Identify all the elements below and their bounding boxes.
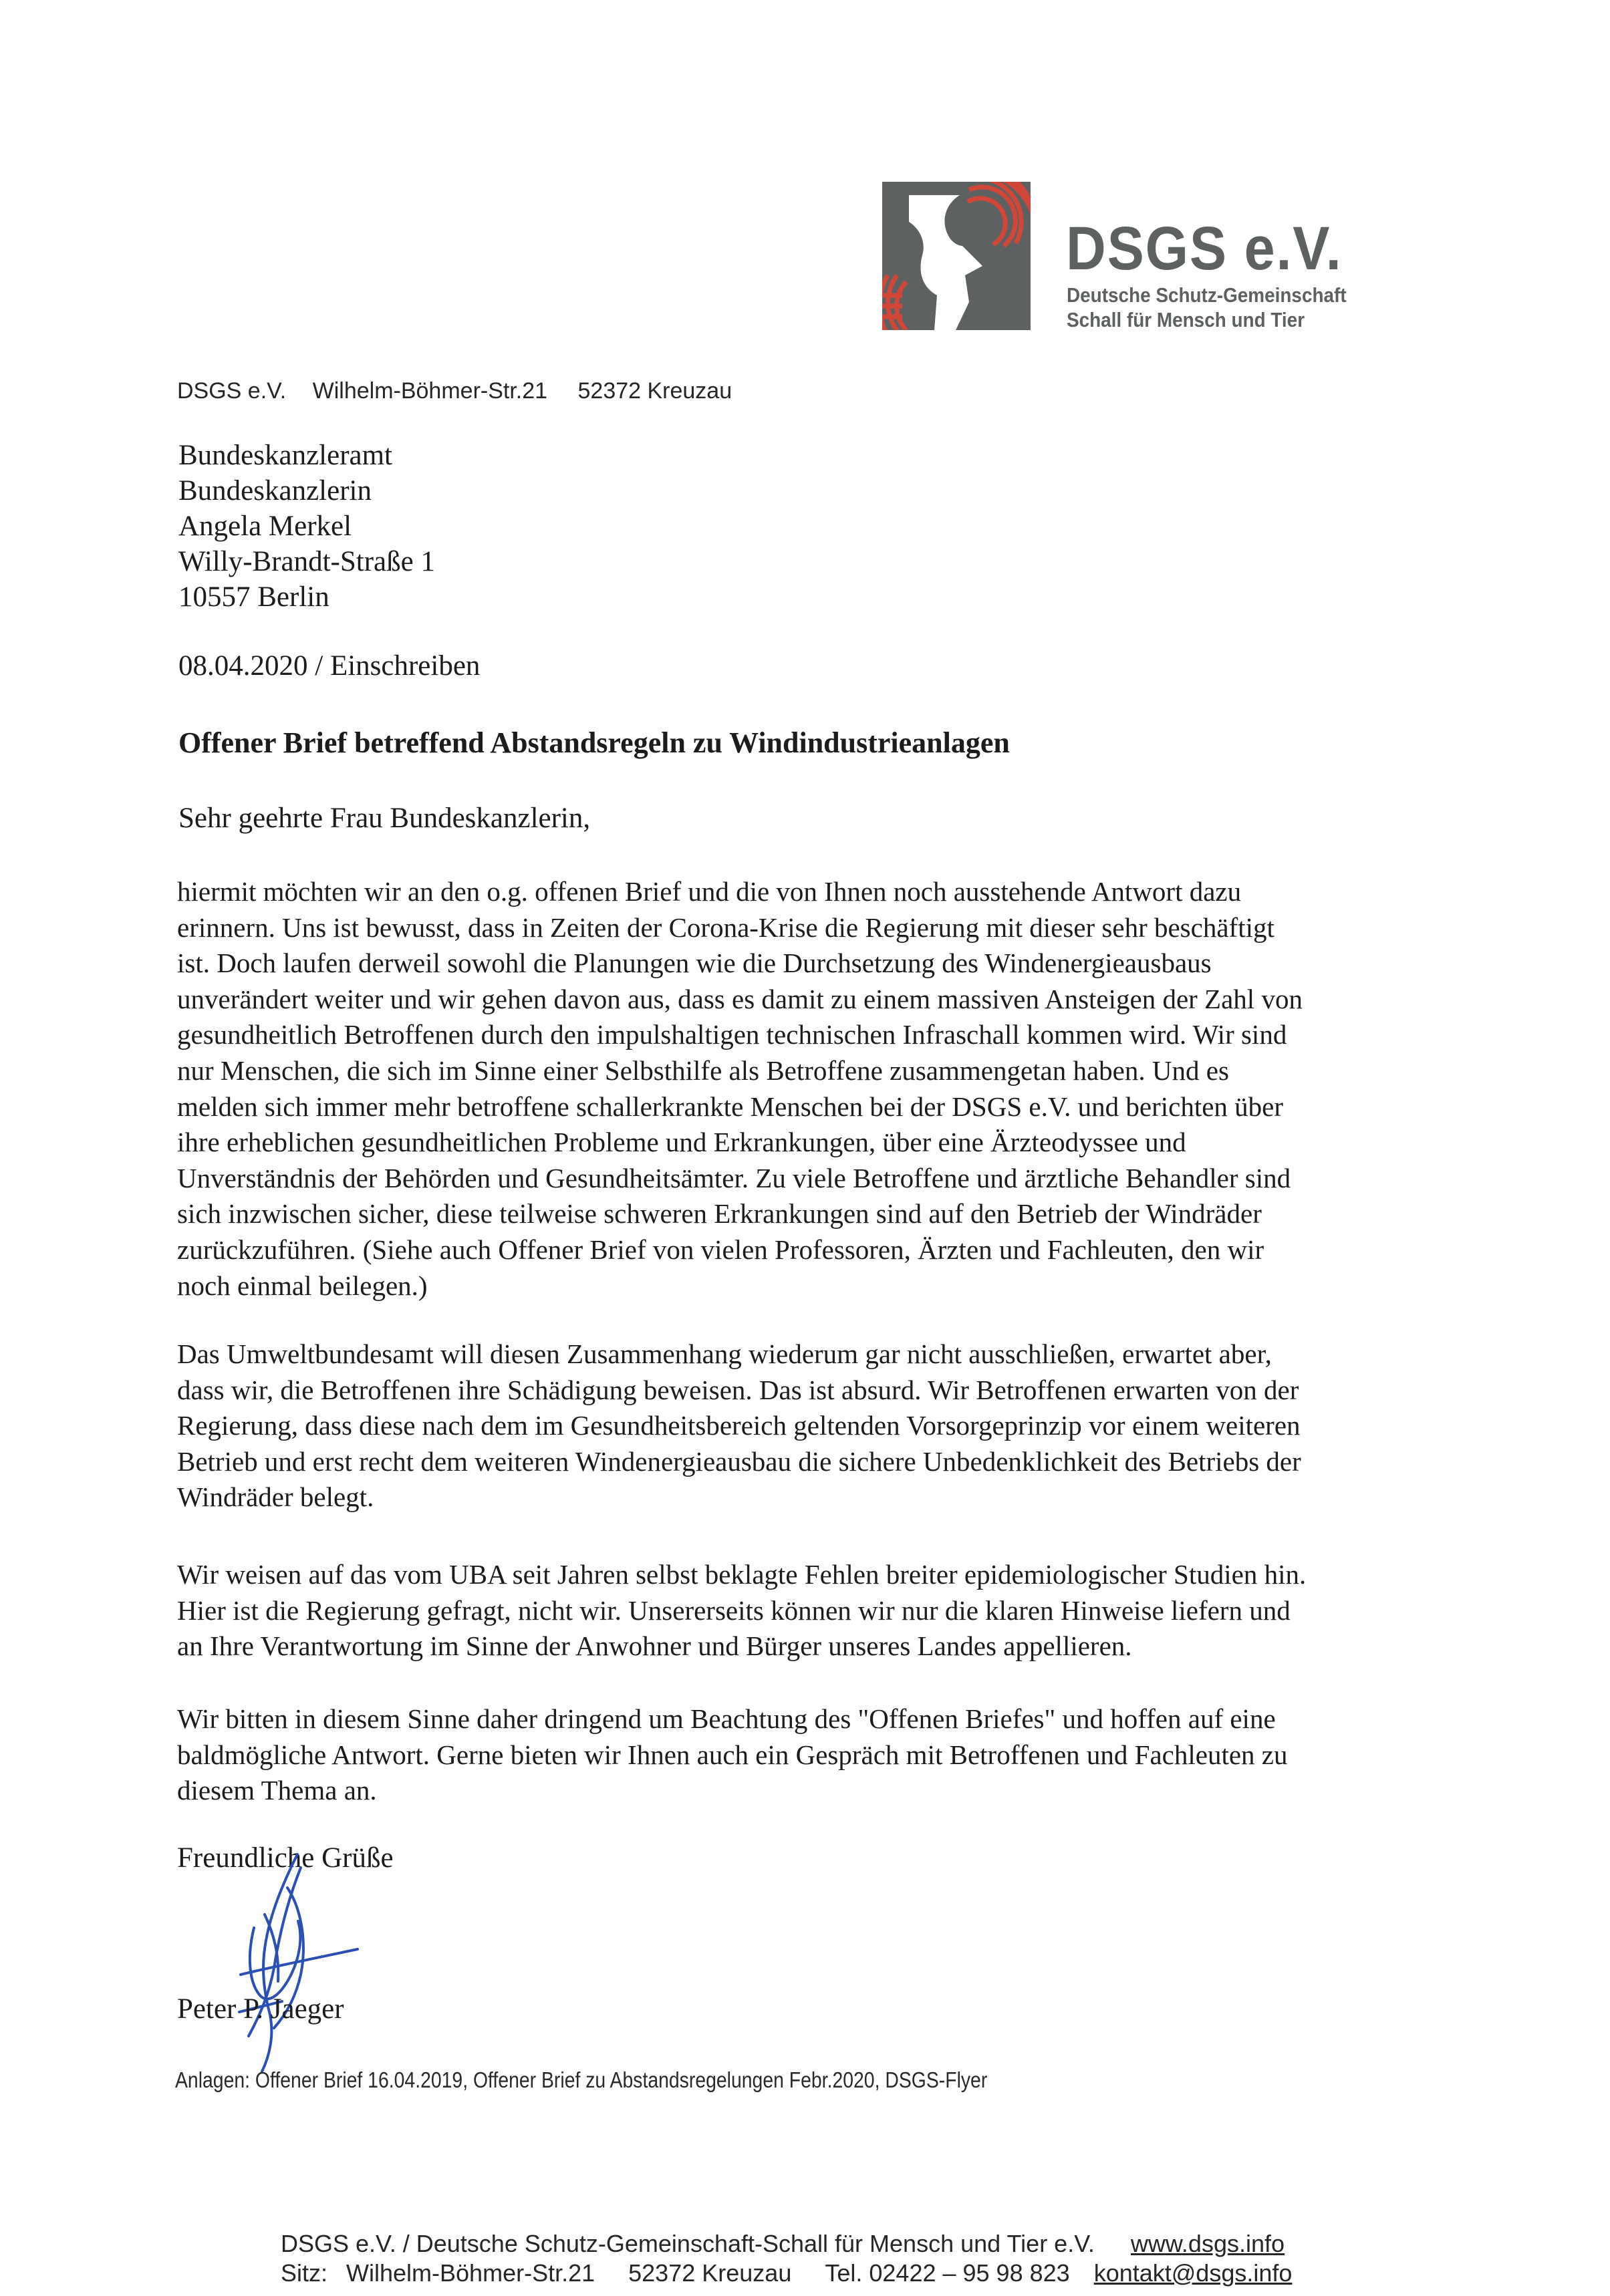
- logo-title: DSGS e.V.: [1066, 214, 1343, 283]
- logo-subtitle-line1: Deutsche Schutz-Gemeinschaft: [1067, 283, 1347, 307]
- dsgs-logo: [882, 182, 1417, 342]
- text-line: Hier ist die Regierung gefragt, nicht wir. Unsererseits können wir nur die klaren Hinweise liefern und: [177, 1594, 1291, 1626]
- text-line: Unverständnis der Behörden und Gesundheitsämter. Zu viele Betroffene und ärztliche Behandler sind: [177, 1162, 1291, 1193]
- footer-email-link[interactable]: kontakt@dsgs.info: [1093, 2259, 1293, 2287]
- text-line: gesundheitlich Betroffenen durch den impulshaltigen technischen Infraschall kommen wird. Wir sind: [177, 1019, 1287, 1050]
- footer-street: Wilhelm-Böhmer-Str.21: [346, 2259, 595, 2287]
- text-line: erinnern. Uns ist bewusst, dass in Zeiten der Corona-Krise die Regierung mit dieser sehr beschäftigt: [177, 911, 1274, 943]
- recipient-line: Willy-Brandt-Straße 1: [178, 546, 435, 577]
- footer-city: 52372 Kreuzau: [628, 2259, 792, 2287]
- closing: Freundliche Grüße: [177, 1842, 394, 1874]
- letter-subject: Offener Brief betreffend Abstandsregeln zu Windindustrieanlagen: [178, 726, 1010, 759]
- text-line: ist. Doch laufen derweil sowohl die Planungen wie die Durchsetzung des Windenergieausbaus: [177, 948, 1212, 979]
- sender-org: DSGS e.V.: [177, 378, 287, 404]
- footer-org: DSGS e.V. / Deutsche Schutz-Gemeinschaft-Schall für Mensch und Tier e.V.: [281, 2230, 1095, 2257]
- text-line: Regierung, dass diese nach dem im Gesundheitsbereich geltenden Vorsorgeprinzip vor einem weiteren: [177, 1410, 1301, 1441]
- body-paragraph-2: [177, 1336, 1447, 1516]
- date-line: 08.04.2020 / Einschreiben: [178, 650, 481, 682]
- text-line: sich inzwischen sicher, diese teilweise schweren Erkrankungen sind auf den Betrieb der Windräder: [177, 1198, 1262, 1230]
- footer-seat-label: Sitz:: [281, 2259, 328, 2287]
- footer-line-2: [281, 2259, 1292, 2287]
- body-paragraph-3: [177, 1557, 1447, 1665]
- recipient-line: Bundeskanzlerin: [178, 475, 372, 507]
- text-line: Windräder belegt.: [177, 1481, 374, 1513]
- text-line: unverändert weiter und wir gehen davon aus, dass es damit zu einem massiven Ansteigen der Zahl von: [177, 983, 1303, 1014]
- footer-line-1: [281, 2230, 1285, 2258]
- text-line: ihre erheblichen gesundheitlichen Probleme und Erkrankungen, über eine Ärzteodyssee und: [177, 1127, 1186, 1158]
- text-line: melden sich immer mehr betroffene schallerkrankte Menschen bei der DSGS e.V. und berichten über: [177, 1091, 1284, 1122]
- text-line: Wir weisen auf das vom UBA seit Jahren selbst beklagte Fehlen breiter epidemiologischer Studien hin.: [177, 1559, 1307, 1590]
- text-line: nur Menschen, die sich im Sinne einer Selbsthilfe als Betroffene zusammengetan haben. Und es: [177, 1054, 1229, 1086]
- recipient-line: Angela Merkel: [178, 511, 352, 542]
- text-line: Betrieb und erst recht dem weiteren Windenergieausbau die sichere Unbedenklichkeit des Betriebs der: [177, 1445, 1301, 1477]
- recipient-address: [178, 438, 435, 615]
- text-line: Wir bitten in diesem Sinne daher dringend um Beachtung des "Offenen Briefes" und hoffen auf eine: [177, 1703, 1276, 1734]
- footer-phone: Tel. 02422 – 95 98 823: [825, 2259, 1070, 2287]
- text-line: zurückzuführen. (Siehe auch Offener Brief von vielen Professoren, Ärzten und Fachleuten, den wir: [177, 1234, 1264, 1265]
- sender-city: 52372 Kreuzau: [577, 378, 732, 404]
- logo-subtitle-line2: Schall für Mensch und Tier: [1067, 308, 1305, 331]
- body-paragraph-1: [177, 874, 1447, 1304]
- recipient-line: Bundeskanzleramt: [178, 440, 393, 471]
- text-line: dass wir, die Betroffenen ihre Schädigung beweisen. Das ist absurd. Wir Betroffenen erwarten von der: [177, 1374, 1299, 1405]
- salutation: Sehr geehrte Frau Bundeskanzlerin,: [178, 803, 591, 834]
- text-line: diesem Thema an.: [177, 1775, 377, 1806]
- signer-name: Peter P. Jaeger: [177, 1993, 344, 2025]
- text-line: an Ihre Verantwortung im Sinne der Anwohner und Bürger unseres Landes appellieren.: [177, 1630, 1132, 1662]
- text-line: hiermit möchten wir an den o.g. offenen Brief und die von Ihnen noch ausstehende Antwort dazu: [177, 876, 1242, 907]
- handwritten-signature: [200, 1841, 374, 2082]
- sender-address-line: [177, 378, 732, 404]
- attachments-line: Anlagen: Offener Brief 16.04.2019, Offener Brief zu Abstandsregelungen Febr.2020, DSGS-Flyer: [175, 2067, 988, 2092]
- dsgs-logo-mark: [882, 182, 1031, 330]
- text-line: noch einmal beilegen.): [177, 1270, 428, 1301]
- text-line: baldmögliche Antwort. Gerne bieten wir Ihnen auch ein Gespräch mit Betroffenen und Fachleuten zu: [177, 1739, 1288, 1770]
- body-paragraph-4: [177, 1701, 1447, 1809]
- footer-website-link[interactable]: www.dsgs.info: [1130, 2230, 1285, 2257]
- text-line: Das Umweltbundesamt will diesen Zusammenhang wiederum gar nicht ausschließen, erwartet aber,: [177, 1338, 1272, 1369]
- sender-street: Wilhelm-Böhmer-Str.21: [312, 378, 548, 404]
- recipient-line: 10557 Berlin: [178, 581, 329, 613]
